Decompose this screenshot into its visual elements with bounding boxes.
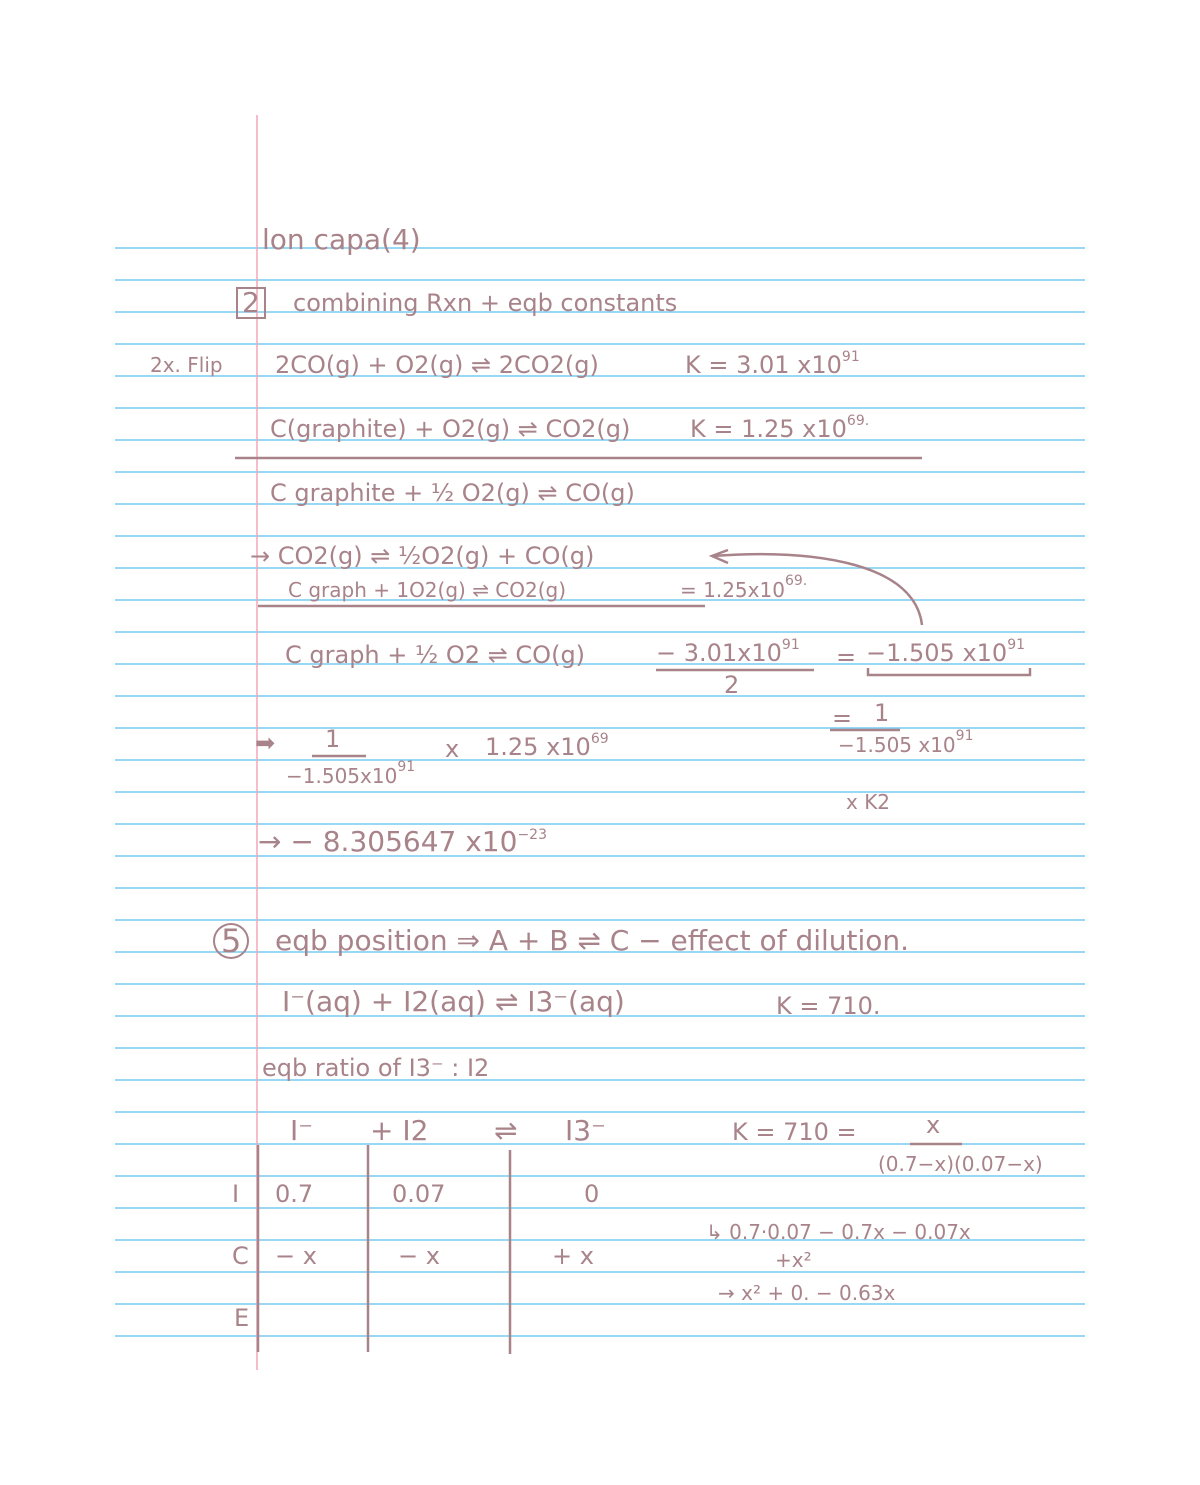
q5-ratio: eqb ratio of I3⁻ : I2 bbox=[262, 1054, 490, 1082]
q5-reaction: I⁻(aq) + I2(aq) ⇌ I3⁻(aq) bbox=[282, 985, 625, 1018]
k-expression: K = 710 = bbox=[732, 1118, 857, 1146]
step2-k: = $1.25x10^{69.}$ bbox=[680, 573, 808, 602]
mult-k: 1.25 $x10^{69}$ bbox=[485, 731, 609, 761]
eq2-reaction: C(graphite) + O2(g) ⇌ CO2(g) bbox=[270, 415, 631, 443]
step1-reaction: → CO2(g) ⇌ ½O2(g) + CO(g) bbox=[250, 542, 595, 570]
k-denominator: (0.7−x)(0.07−x) bbox=[878, 1152, 1043, 1176]
expand-step-1b: +x² bbox=[775, 1248, 812, 1272]
mult-x: x bbox=[445, 735, 460, 763]
eq1-reaction: 2CO(g) + O2(g) ⇌ 2CO2(g) bbox=[275, 351, 599, 379]
eq2-k: K = 1.25 $x10^{69.}$ bbox=[690, 413, 870, 443]
ice-header-1: I⁻ bbox=[290, 1114, 314, 1147]
mult-denominator: $-1.505x10^{91}$ bbox=[286, 759, 416, 788]
inverse-denominator: −1.505 $x10^{91}$ bbox=[838, 728, 974, 757]
expand-step-1: ↳ 0.7·0.07 − 0.7x − 0.07x bbox=[706, 1220, 971, 1244]
calc-numerator: − $3.01x10^{91}$ bbox=[656, 637, 800, 667]
expand-step-2: → x² + 0. − 0.63x bbox=[718, 1281, 896, 1305]
inverse-numerator: 1 bbox=[874, 699, 890, 727]
times-k2: x K2 bbox=[846, 790, 891, 814]
ice-cell: − x bbox=[398, 1242, 440, 1270]
ice-cell: 0.07 bbox=[392, 1180, 446, 1208]
mult-numerator: 1 bbox=[325, 725, 341, 753]
target-reaction: C graphite + ½ O2(g) ⇌ CO(g) bbox=[270, 479, 635, 507]
ice-cell: − x bbox=[275, 1242, 317, 1270]
calc-equals: = bbox=[836, 643, 857, 671]
mult-arrow-icon: ➡ bbox=[255, 729, 276, 757]
ice-cell: 0.7 bbox=[275, 1180, 314, 1208]
question-number-2: 2 bbox=[236, 287, 266, 319]
ice-row-label-e: E bbox=[234, 1304, 250, 1332]
ice-header-4: I3⁻ bbox=[565, 1114, 606, 1147]
ice-cell: 0 bbox=[584, 1180, 600, 1208]
ice-row-label-i: I bbox=[232, 1180, 240, 1208]
ice-cell: + x bbox=[552, 1242, 594, 1270]
eq1-k: K = 3.01 $x10^{91}$ bbox=[685, 349, 860, 379]
k-numerator: x bbox=[926, 1111, 941, 1139]
page-title: lon capa(4) bbox=[262, 223, 421, 256]
q5-heading: eqb position ⇒ A + B ⇌ C − effect of dilution. bbox=[275, 924, 910, 957]
step3-reaction: C graph + ½ O2 ⇌ CO(g) bbox=[285, 641, 586, 669]
question-number-5: 5 bbox=[213, 923, 249, 959]
ice-header-2: + I2 bbox=[370, 1114, 429, 1147]
ice-row-label-c: C bbox=[232, 1242, 249, 1270]
side-note: 2x. Flip bbox=[150, 353, 223, 377]
q2-answer: → − 8.305647 $x10^{-23}$ bbox=[258, 825, 547, 858]
calc-denominator: 2 bbox=[724, 671, 740, 699]
calc-result: −1.505 $x10^{91}$ bbox=[866, 637, 1026, 667]
step2-reaction: C graph + 1O2(g) ⇌ CO2(g) bbox=[288, 578, 567, 602]
ice-header-3: ⇌ bbox=[494, 1114, 518, 1147]
q5-k: K = 710. bbox=[776, 992, 881, 1020]
q2-heading: combining Rxn + eqb constants bbox=[293, 289, 678, 317]
result-bracket bbox=[868, 668, 1030, 675]
inverse-equals: = bbox=[832, 704, 853, 732]
